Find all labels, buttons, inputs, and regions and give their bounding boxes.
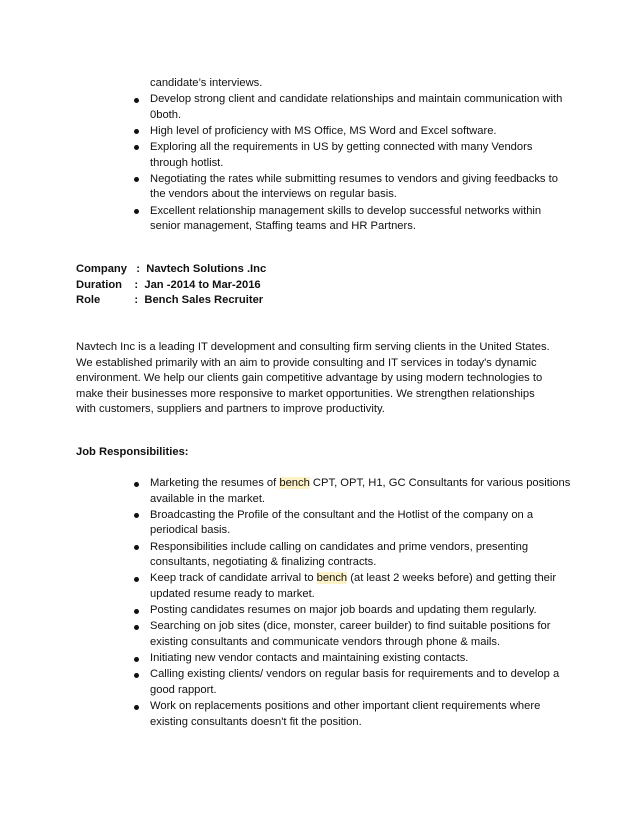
list-item: [132, 92, 572, 123]
responsibilities-bullet-list: [132, 476, 572, 731]
list-item-text: High level of proficiency with MS Office, MS Word and Excel software.: [150, 124, 497, 137]
list-item-text: CPT, OPT, H1, GC Consultants for various positions available in the market.: [150, 477, 571, 505]
list-item-text: Responsibilities include calling on candidates and prime vendors, presenting consultants, negotiating & finalizing contracts.: [150, 540, 529, 569]
list-item: [132, 124, 572, 140]
bullet-icon: [134, 98, 139, 103]
bullet-icon: [134, 657, 139, 662]
bullet-icon: [134, 209, 139, 214]
bullet-icon: [134, 129, 139, 134]
bullet-icon: [134, 609, 139, 614]
list-item: [132, 476, 572, 507]
list-item: [132, 603, 572, 619]
bullet-icon: [134, 545, 139, 550]
duration-row: Duration : Jan -2014 to Mar-2016: [76, 278, 261, 291]
list-item: [132, 651, 572, 667]
skills-bullet-list: [132, 92, 572, 235]
paragraph-line: environment. We help our clients gain competitive advantage by using modern technologies to: [76, 372, 543, 385]
paragraph-line: with customers, suppliers and partners to improve productivity.: [76, 403, 385, 416]
list-item-text: Calling existing clients/ vendors on regular basis for requirements and to develop a good rapport.: [150, 668, 560, 696]
role-row: Role : Bench Sales Recruiter: [76, 294, 264, 307]
list-item-text: Broadcasting the Profile of the consultant and the Hotlist of the company on a periodical basis.: [150, 508, 534, 537]
list-item: [132, 699, 572, 730]
list-item: [132, 619, 572, 650]
job-responsibilities-heading: Job Responsibilities:: [76, 446, 189, 458]
list-item-text: Posting candidates resumes on major job boards and updating them regularly.: [150, 604, 537, 617]
bullet-icon: [134, 705, 139, 710]
list-item: [132, 508, 572, 539]
paragraph-line: Navtech Inc is a leading IT development and consulting firm serving clients in the United States.: [76, 341, 550, 353]
company-description: [76, 340, 566, 418]
list-item-text: Initiating new vendor contacts and maintaining existing contacts.: [150, 652, 469, 665]
bullet-icon: [134, 625, 139, 630]
paragraph-line: make their businesses more responsive to market opportunities. We strengthen relationships: [76, 387, 535, 400]
highlighted-word: bench: [316, 572, 348, 585]
continued-bullet-text: candidate’s interviews.: [150, 77, 263, 89]
list-item: [132, 140, 572, 171]
bullet-icon: [134, 577, 139, 582]
list-item: [132, 667, 572, 698]
bullet-icon: [134, 673, 139, 678]
bullet-icon: [134, 513, 139, 518]
list-item-text: Develop strong client and candidate relationships and maintain communication with 0both.: [150, 93, 563, 121]
list-item: [132, 540, 572, 571]
list-item-text: Exploring all the requirements in US by getting connected with many Vendors through hotlist.: [150, 140, 533, 169]
employment-details: [76, 262, 266, 309]
bullet-icon: [134, 482, 139, 487]
list-item: [132, 204, 572, 235]
list-item-text: Searching on job sites (dice, monster, career builder) to find suitable positions for existing consultants and communicate vendors through phone & mails.: [150, 620, 551, 648]
list-item-text: Keep track of candidate arrival to: [150, 572, 317, 585]
list-item-text: Work on replacements positions and other important client requirements where existing consultants doesn't fit the position.: [150, 700, 541, 728]
bullet-icon: [134, 145, 139, 150]
list-item-text: Negotiating the rates while submitting resumes to vendors and giving feedbacks to the vendors about the interviews on regular basis.: [150, 172, 558, 201]
paragraph-line: We established primarily with an aim to provide consulting and IT services in today's dynamic: [76, 356, 537, 369]
list-item: [132, 172, 572, 203]
list-item-text: Excellent relationship management skills to develop successful networks within senior management, Staffing teams and HR Partners.: [150, 204, 542, 233]
bullet-icon: [134, 177, 139, 182]
company-row: Company : Navtech Solutions .Inc: [76, 263, 267, 275]
list-item-text: (at least 2 weeks before) and getting their updated resume ready to market.: [150, 572, 557, 600]
list-item-text: Marketing the resumes of: [150, 477, 280, 489]
highlighted-word: bench: [279, 477, 310, 489]
list-item: [132, 571, 572, 602]
